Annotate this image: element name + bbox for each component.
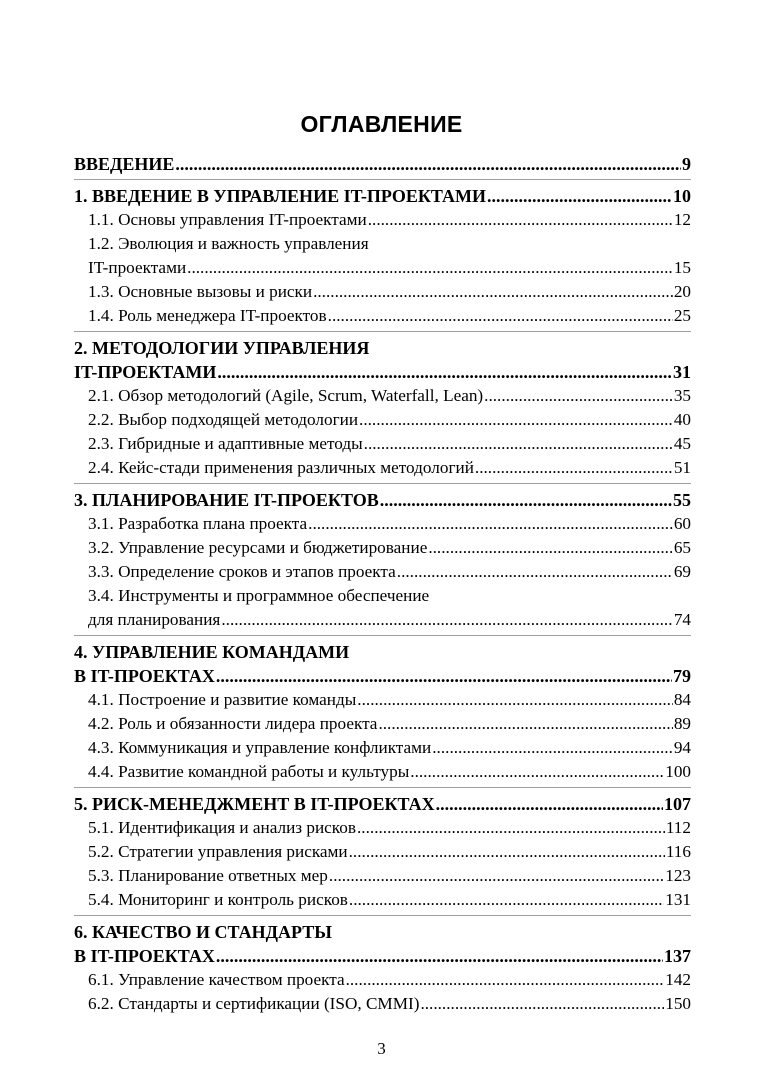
dot-leader [487, 184, 672, 208]
toc-entry-title: В IT-ПРОЕКТАХ [74, 946, 215, 966]
toc-entry-title: 3.4. Инструменты и программное обеспечение [88, 586, 430, 605]
toc-entry-title: IT-проектами [88, 258, 187, 277]
dot-leader [378, 712, 672, 736]
toc-entry-title: 5. РИСК-МЕНЕДЖМЕНТ В IT-ПРОЕКТАХ [74, 794, 435, 814]
chapter-divider [74, 915, 691, 916]
chapter-divider [74, 787, 691, 788]
toc-page-number: 89 [673, 714, 691, 733]
toc-page-number: 137 [664, 946, 691, 966]
toc-entry-title: 2.3. Гибридные и адаптивные методы [88, 434, 363, 453]
toc-entry-title: В IT-ПРОЕКТАХ [74, 666, 215, 686]
toc-section[interactable] [74, 432, 691, 456]
dot-leader [346, 968, 665, 992]
toc-entry-title: 3.1. Разработка плана проекта [88, 514, 308, 533]
dot-leader [359, 408, 673, 432]
toc-section[interactable] [74, 408, 691, 432]
dot-leader [216, 664, 672, 688]
toc-entry-title: 3.3. Определение сроков и этапов проекта [88, 562, 396, 581]
toc-entry-title: 1.2. Эволюция и важность управления [88, 234, 369, 253]
toc-section[interactable] [74, 456, 691, 480]
dot-leader [475, 456, 673, 480]
toc-page-number: 116 [665, 842, 691, 861]
dot-leader [364, 432, 673, 456]
toc-entry-title: 4.1. Построение и развитие команды [88, 690, 357, 709]
toc-section[interactable] [74, 208, 691, 232]
toc-page-number: 131 [665, 890, 691, 909]
dot-leader [436, 792, 663, 816]
toc-chapter[interactable] [74, 488, 691, 512]
dot-leader [349, 840, 665, 864]
toc-entry-title: 6.2. Стандарты и сертификации (ISO, CMMI) [88, 994, 420, 1013]
toc-section[interactable] [74, 304, 691, 328]
dot-leader [187, 256, 673, 280]
toc-section-continued[interactable] [74, 256, 691, 280]
toc-section[interactable] [74, 968, 691, 992]
dot-leader [380, 488, 672, 512]
toc-page-number: 79 [673, 666, 691, 686]
dot-leader [329, 864, 664, 888]
toc-section[interactable] [74, 840, 691, 864]
toc-entry-title: 1.4. Роль менеджера IT-проектов [88, 306, 327, 325]
dot-leader [484, 384, 673, 408]
toc-section[interactable] [74, 560, 691, 584]
dot-leader [328, 304, 673, 328]
toc-entry-title: 2. МЕТОДОЛОГИИ УПРАВЛЕНИЯ [74, 338, 370, 358]
toc-entry-title: 2.1. Обзор методологий (Agile, Scrum, Waterfall, Lean) [88, 386, 484, 405]
toc-page-number: 94 [673, 738, 691, 757]
toc-section[interactable] [74, 736, 691, 760]
toc-page-number: 51 [673, 458, 691, 477]
dot-leader [217, 360, 672, 384]
toc-entry-title: 5.3. Планирование ответных мер [88, 866, 328, 885]
dot-leader [216, 944, 663, 968]
dot-leader [397, 560, 673, 584]
toc-entry-title: 3.2. Управление ресурсами и бюджетирование [88, 538, 428, 557]
toc-page-number: 60 [673, 514, 691, 533]
toc-section-continued[interactable] [74, 608, 691, 632]
toc-section[interactable] [74, 816, 691, 840]
dot-leader [221, 608, 672, 632]
toc-page-number: 112 [665, 818, 691, 837]
toc-entry-title: 5.2. Стратегии управления рисками [88, 842, 348, 861]
chapter-divider [74, 483, 691, 484]
dot-leader [432, 736, 673, 760]
dot-leader [313, 280, 673, 304]
toc-section[interactable] [74, 536, 691, 560]
toc-entry-title: 4. УПРАВЛЕНИЕ КОМАНДАМИ [74, 642, 350, 662]
toc-section[interactable] [74, 384, 691, 408]
toc-entry-title: IT-ПРОЕКТАМИ [74, 362, 217, 382]
toc-page-number: 15 [673, 258, 691, 277]
toc-section[interactable] [74, 760, 691, 784]
chapter-divider [74, 179, 691, 180]
toc-page-number: 123 [665, 866, 691, 885]
toc-page-number: 65 [673, 538, 691, 557]
toc-page-number: 35 [673, 386, 691, 405]
toc-page-number: 150 [665, 994, 691, 1013]
toc-entry-title: 1. ВВЕДЕНИЕ В УПРАВЛЕНИЕ IT-ПРОЕКТАМИ [74, 186, 486, 206]
toc-entry-title: 4.2. Роль и обязанности лидера проекта [88, 714, 378, 733]
toc-section[interactable] [74, 280, 691, 304]
dot-leader [308, 512, 673, 536]
chapter-divider [74, 331, 691, 332]
toc-entry-title: 3. ПЛАНИРОВАНИЕ IT-ПРОЕКТОВ [74, 490, 379, 510]
toc-section[interactable] [74, 232, 691, 256]
toc-page-number: 20 [673, 282, 691, 301]
toc-page-number: 84 [673, 690, 691, 709]
toc-entry-title: 5.1. Идентификация и анализ рисков [88, 818, 356, 837]
toc-entry-title: 1.1. Основы управления IT-проектами [88, 210, 367, 229]
dot-leader [410, 760, 664, 784]
toc-page-number: 55 [673, 490, 691, 510]
toc-section[interactable] [74, 864, 691, 888]
dot-leader [368, 208, 673, 232]
toc-chapter-continued[interactable] [74, 944, 691, 968]
toc-chapter[interactable] [74, 184, 691, 208]
toc-section[interactable] [74, 712, 691, 736]
toc-entry-title: 1.3. Основные вызовы и риски [88, 282, 313, 301]
toc-chapter-continued[interactable] [74, 360, 691, 384]
page-number: 3 [377, 1039, 386, 1058]
toc-page-number: 107 [664, 794, 691, 814]
toc-section[interactable] [74, 512, 691, 536]
toc-entry-title: 6.1. Управление качеством проекта [88, 970, 345, 989]
page-title: ОГЛАВЛЕНИЕ [300, 111, 463, 137]
dot-leader [349, 888, 664, 912]
toc-entry-title: ВВЕДЕНИЕ [74, 154, 175, 174]
toc-entry-title: 4.4. Развитие командной работы и культуры [88, 762, 410, 781]
toc-chapter[interactable] [74, 920, 691, 944]
toc-entry-intro[interactable] [74, 152, 691, 176]
toc-entry-title: 2.2. Выбор подходящей методологии [88, 410, 359, 429]
toc-chapter[interactable] [74, 792, 691, 816]
toc-page-number: 45 [673, 434, 691, 453]
toc-section[interactable] [74, 584, 691, 608]
toc-page-number: 12 [673, 210, 691, 229]
toc-entry-title: 2.4. Кейс-стади применения различных методологий [88, 458, 474, 477]
toc-page-number: 40 [673, 410, 691, 429]
toc-page-number: 74 [673, 610, 691, 629]
toc-page-number: 25 [673, 306, 691, 325]
toc-entry-title: для планирования [88, 610, 221, 629]
toc-chapter[interactable] [74, 640, 691, 664]
toc-page-number: 142 [665, 970, 691, 989]
dot-leader [420, 992, 664, 1016]
chapter-divider [74, 635, 691, 636]
toc-page-number: 100 [665, 762, 691, 781]
table-of-contents [74, 152, 691, 1016]
toc-page-number: 31 [673, 362, 691, 382]
toc-chapter[interactable] [74, 336, 691, 360]
dot-leader [175, 152, 681, 176]
toc-section[interactable] [74, 992, 691, 1016]
dot-leader [357, 688, 673, 712]
toc-chapter-continued[interactable] [74, 664, 691, 688]
toc-entry-title: 5.4. Мониторинг и контроль рисков [88, 890, 348, 909]
toc-section[interactable] [74, 688, 691, 712]
dot-leader [357, 816, 665, 840]
toc-section[interactable] [74, 888, 691, 912]
toc-page-number: 10 [673, 186, 691, 206]
toc-entry-title: 4.3. Коммуникация и управление конфликтами [88, 738, 432, 757]
toc-page-number: 9 [682, 154, 691, 174]
toc-entry-title: 6. КАЧЕСТВО И СТАНДАРТЫ [74, 922, 332, 942]
toc-page-number: 69 [673, 562, 691, 581]
dot-leader [428, 536, 672, 560]
